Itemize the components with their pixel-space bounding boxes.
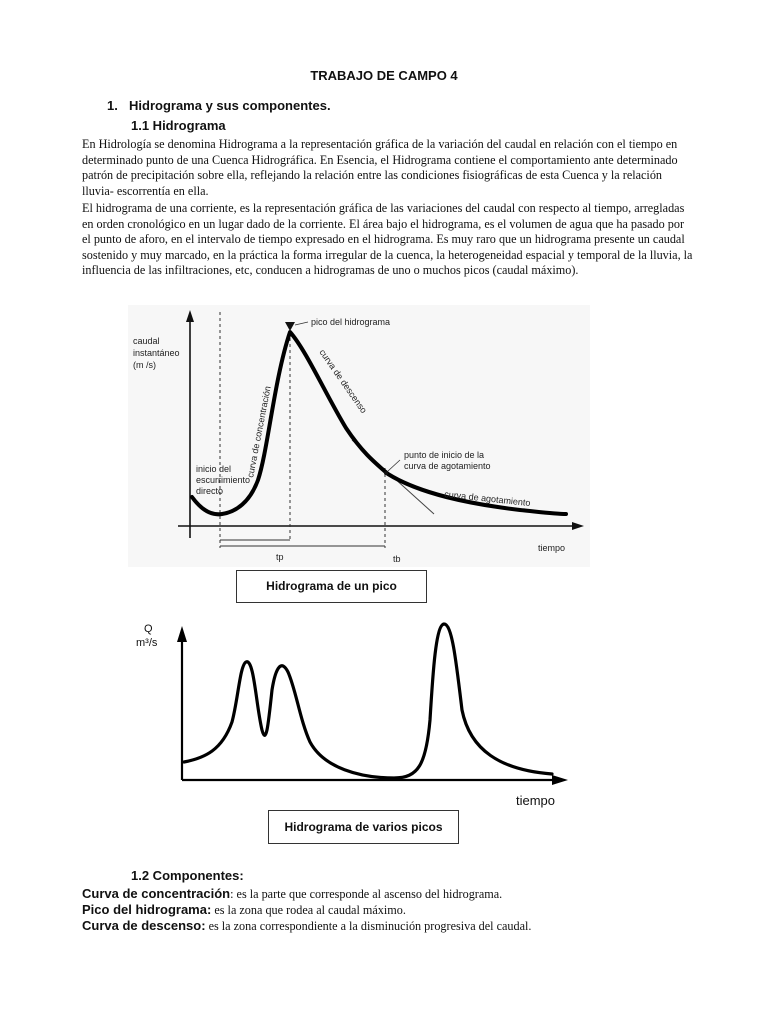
start-label-line2: escurrimiento bbox=[196, 475, 251, 485]
paragraph-description: El hidrograma de una corriente, es la representación gráfica de las variaciones del caudal con respecto al tiempo, arregladas en orden cronológico en un lugar dado de la corriente. El área bajo el hidrograma, es el volumen de agua que ha pasado por el punto de aforo, en el intervalo de tiempo expresado en el hidrograma. Es muy raro que un hidrograma presente un caudal sostenido y muy marcado, en la práctica la forma irregular de la cuenca, la heterogeneidad espacial y temporal de la lluvia, la influencia de las infiltraciones, etc, conducen a hidrogramas de uno o muchos picos (caudal máximo). bbox=[82, 201, 693, 278]
single-peak-hydrograph-figure bbox=[0, 300, 768, 570]
definition-term: Curva de descenso: bbox=[82, 918, 206, 933]
definition-term: Curva de concentración bbox=[82, 886, 231, 901]
figure1-background bbox=[128, 305, 590, 567]
y-axis-arrow-icon bbox=[177, 626, 187, 642]
start-label-line3: directo bbox=[196, 486, 224, 496]
definition-curva-descenso bbox=[82, 918, 531, 934]
paragraph-definition: En Hidrología se denomina Hidrograma a la representación gráfica de la variación del caudal en relación con el tiempo en determinado punto de una Cuenca Hidrográfica. En Esencia, el Hidrograma contiene el comportamiento ante determinado patrón de precipitación sobre ella, reflejando la relación entre las condiciones fisiográficas de esta Cuenca y la relación lluvia- escorrentía en ella. bbox=[82, 137, 678, 198]
definition-text: es la zona correspondiente a la disminución progresiva del caudal. bbox=[205, 919, 532, 933]
recession-point-label-line1: punto de inicio de la bbox=[404, 450, 485, 460]
start-label-line1: inicio del bbox=[196, 464, 232, 474]
x-axis-label: tiempo bbox=[538, 543, 566, 553]
definition-pico-hidrograma bbox=[82, 902, 406, 918]
y-axis-label-line2: instantáneo bbox=[133, 348, 180, 358]
figure2-caption: Hidrograma de varios picos bbox=[268, 810, 459, 844]
document-title: TRABAJO DE CAMPO 4 bbox=[310, 68, 458, 83]
subsection-heading-hidrograma: 1.1 Hidrograma bbox=[131, 118, 226, 133]
x-axis-label: tiempo bbox=[516, 793, 556, 808]
y-axis-label-line1: caudal bbox=[133, 336, 160, 346]
section-label: Hidrograma y sus componentes. bbox=[129, 98, 331, 113]
multi-peak-curve bbox=[184, 624, 552, 778]
recession-curve-label: curva de agotamiento bbox=[443, 489, 531, 509]
figure1-caption: Hidrograma de un pico bbox=[236, 570, 427, 603]
x-axis-arrow-icon bbox=[552, 775, 568, 785]
definition-term: Pico del hidrograma: bbox=[82, 902, 212, 917]
tp-label: tp bbox=[276, 552, 284, 562]
rising-limb-label: curva de concentración bbox=[245, 385, 273, 479]
recession-point-marker bbox=[384, 471, 388, 475]
y-axis-label-line3: (m /s) bbox=[133, 360, 156, 370]
section-heading bbox=[107, 98, 331, 113]
y-axis-label-units: m³/s bbox=[136, 637, 158, 649]
definition-text: es la zona que rodea al caudal máximo. bbox=[211, 903, 406, 917]
falling-limb-label: curva de descenso bbox=[317, 347, 369, 416]
section-number: 1. bbox=[107, 98, 118, 113]
definition-separator: : bbox=[230, 887, 234, 901]
y-axis-label-q: Q bbox=[144, 623, 153, 635]
multi-peak-hydrograph-figure bbox=[0, 610, 768, 810]
subsection-heading-componentes: 1.2 Componentes: bbox=[131, 868, 244, 883]
definition-text: es la parte que corresponde al ascenso del hidrograma. bbox=[233, 887, 503, 901]
tb-label: tb bbox=[393, 554, 401, 564]
definition-curva-concentracion bbox=[82, 886, 502, 902]
peak-label: pico del hidrograma bbox=[311, 317, 391, 327]
recession-point-label-line2: curva de agotamiento bbox=[404, 461, 491, 471]
